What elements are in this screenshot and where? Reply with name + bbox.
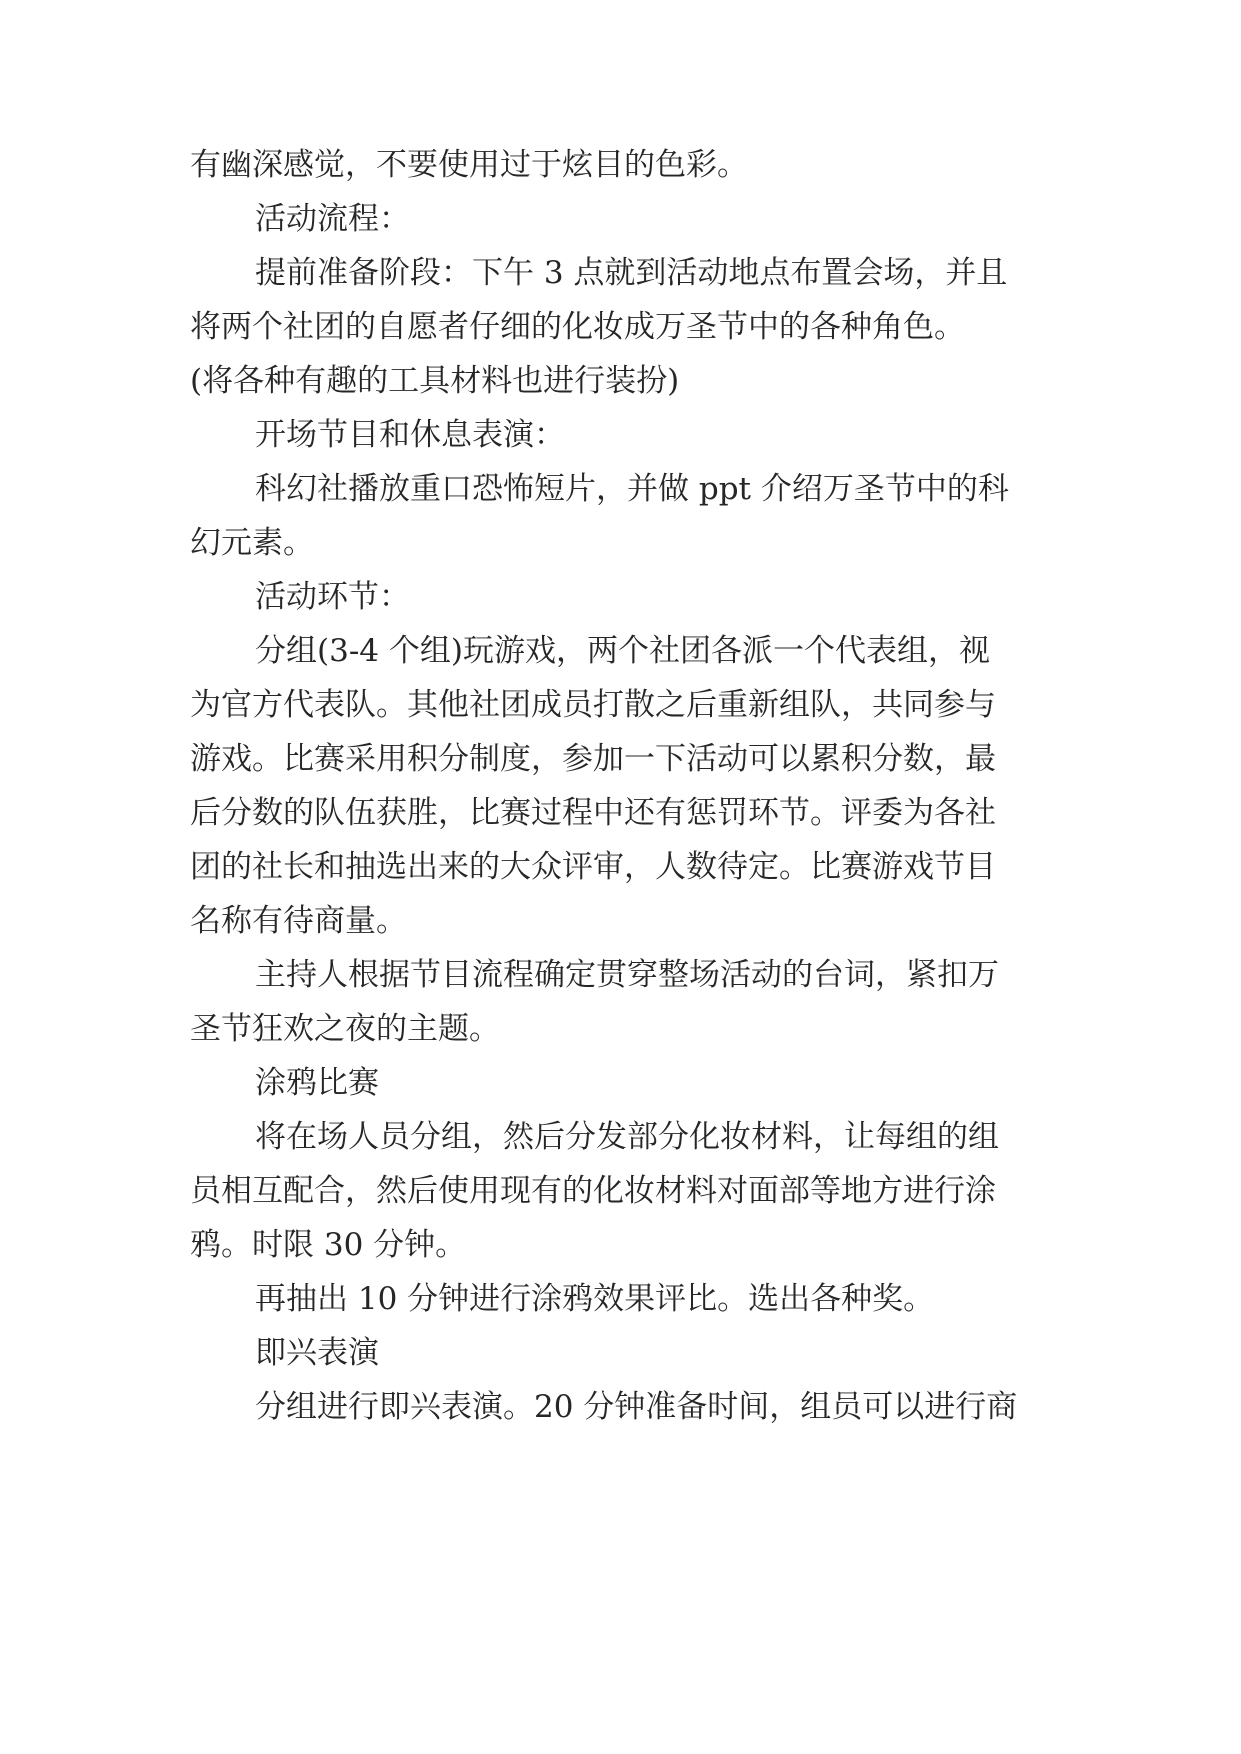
- paragraph-start-line: 科幻社播放重口恐怖短片，并做 ppt 介绍万圣节中的科: [255, 471, 1009, 507]
- body-text-line: 员相互配合，然后使用现有的化妆材料对面部等地方进行涂: [190, 1173, 996, 1209]
- paragraph-start-line: 分组进行即兴表演。20 分钟准备时间，组员可以进行商: [255, 1389, 1018, 1425]
- section-heading: 活动流程：: [255, 201, 410, 237]
- section-heading: 涂鸦比赛: [255, 1065, 379, 1101]
- body-text-line: 团的社长和抽选出来的大众评审，人数待定。比赛游戏节目: [190, 849, 996, 885]
- body-text-line: 将两个社团的自愿者仔细的化妆成万圣节中的各种角色。: [190, 309, 965, 345]
- body-text-line: 后分数的队伍获胜，比赛过程中还有惩罚环节。评委为各社: [190, 795, 996, 831]
- body-text-line: (将各种有趣的工具材料也进行装扮): [190, 363, 680, 399]
- paragraph-start-line: 提前准备阶段：下午 3 点就到活动地点布置会场，并且: [255, 255, 1008, 291]
- body-text-line: 鸦。时限 30 分钟。: [190, 1227, 467, 1263]
- paragraph-start-line: 分组(3-4 个组)玩游戏，两个社团各派一个代表组，视: [255, 633, 990, 669]
- body-text-line: 游戏。比赛采用积分制度，参加一下活动可以累积分数，最: [190, 741, 996, 777]
- section-heading: 即兴表演: [255, 1335, 379, 1371]
- paragraph-start-line: 将在场人员分组，然后分发部分化妆材料，让每组的组: [255, 1119, 999, 1155]
- body-text-line: 有幽深感觉，不要使用过于炫目的色彩。: [190, 147, 748, 183]
- section-heading: 开场节目和休息表演：: [255, 417, 565, 453]
- body-text-line: 为官方代表队。其他社团成员打散之后重新组队，共同参与: [190, 687, 996, 723]
- paragraph-start-line: 再抽出 10 分钟进行涂鸦效果评比。选出各种奖。: [255, 1281, 935, 1317]
- section-heading: 活动环节：: [255, 579, 410, 615]
- body-text-line: 名称有待商量。: [190, 903, 407, 939]
- body-text-line: 圣节狂欢之夜的主题。: [190, 1011, 500, 1047]
- body-text-line: 幻元素。: [190, 525, 314, 561]
- paragraph-start-line: 主持人根据节目流程确定贯穿整场活动的台词，紧扣万: [255, 957, 999, 993]
